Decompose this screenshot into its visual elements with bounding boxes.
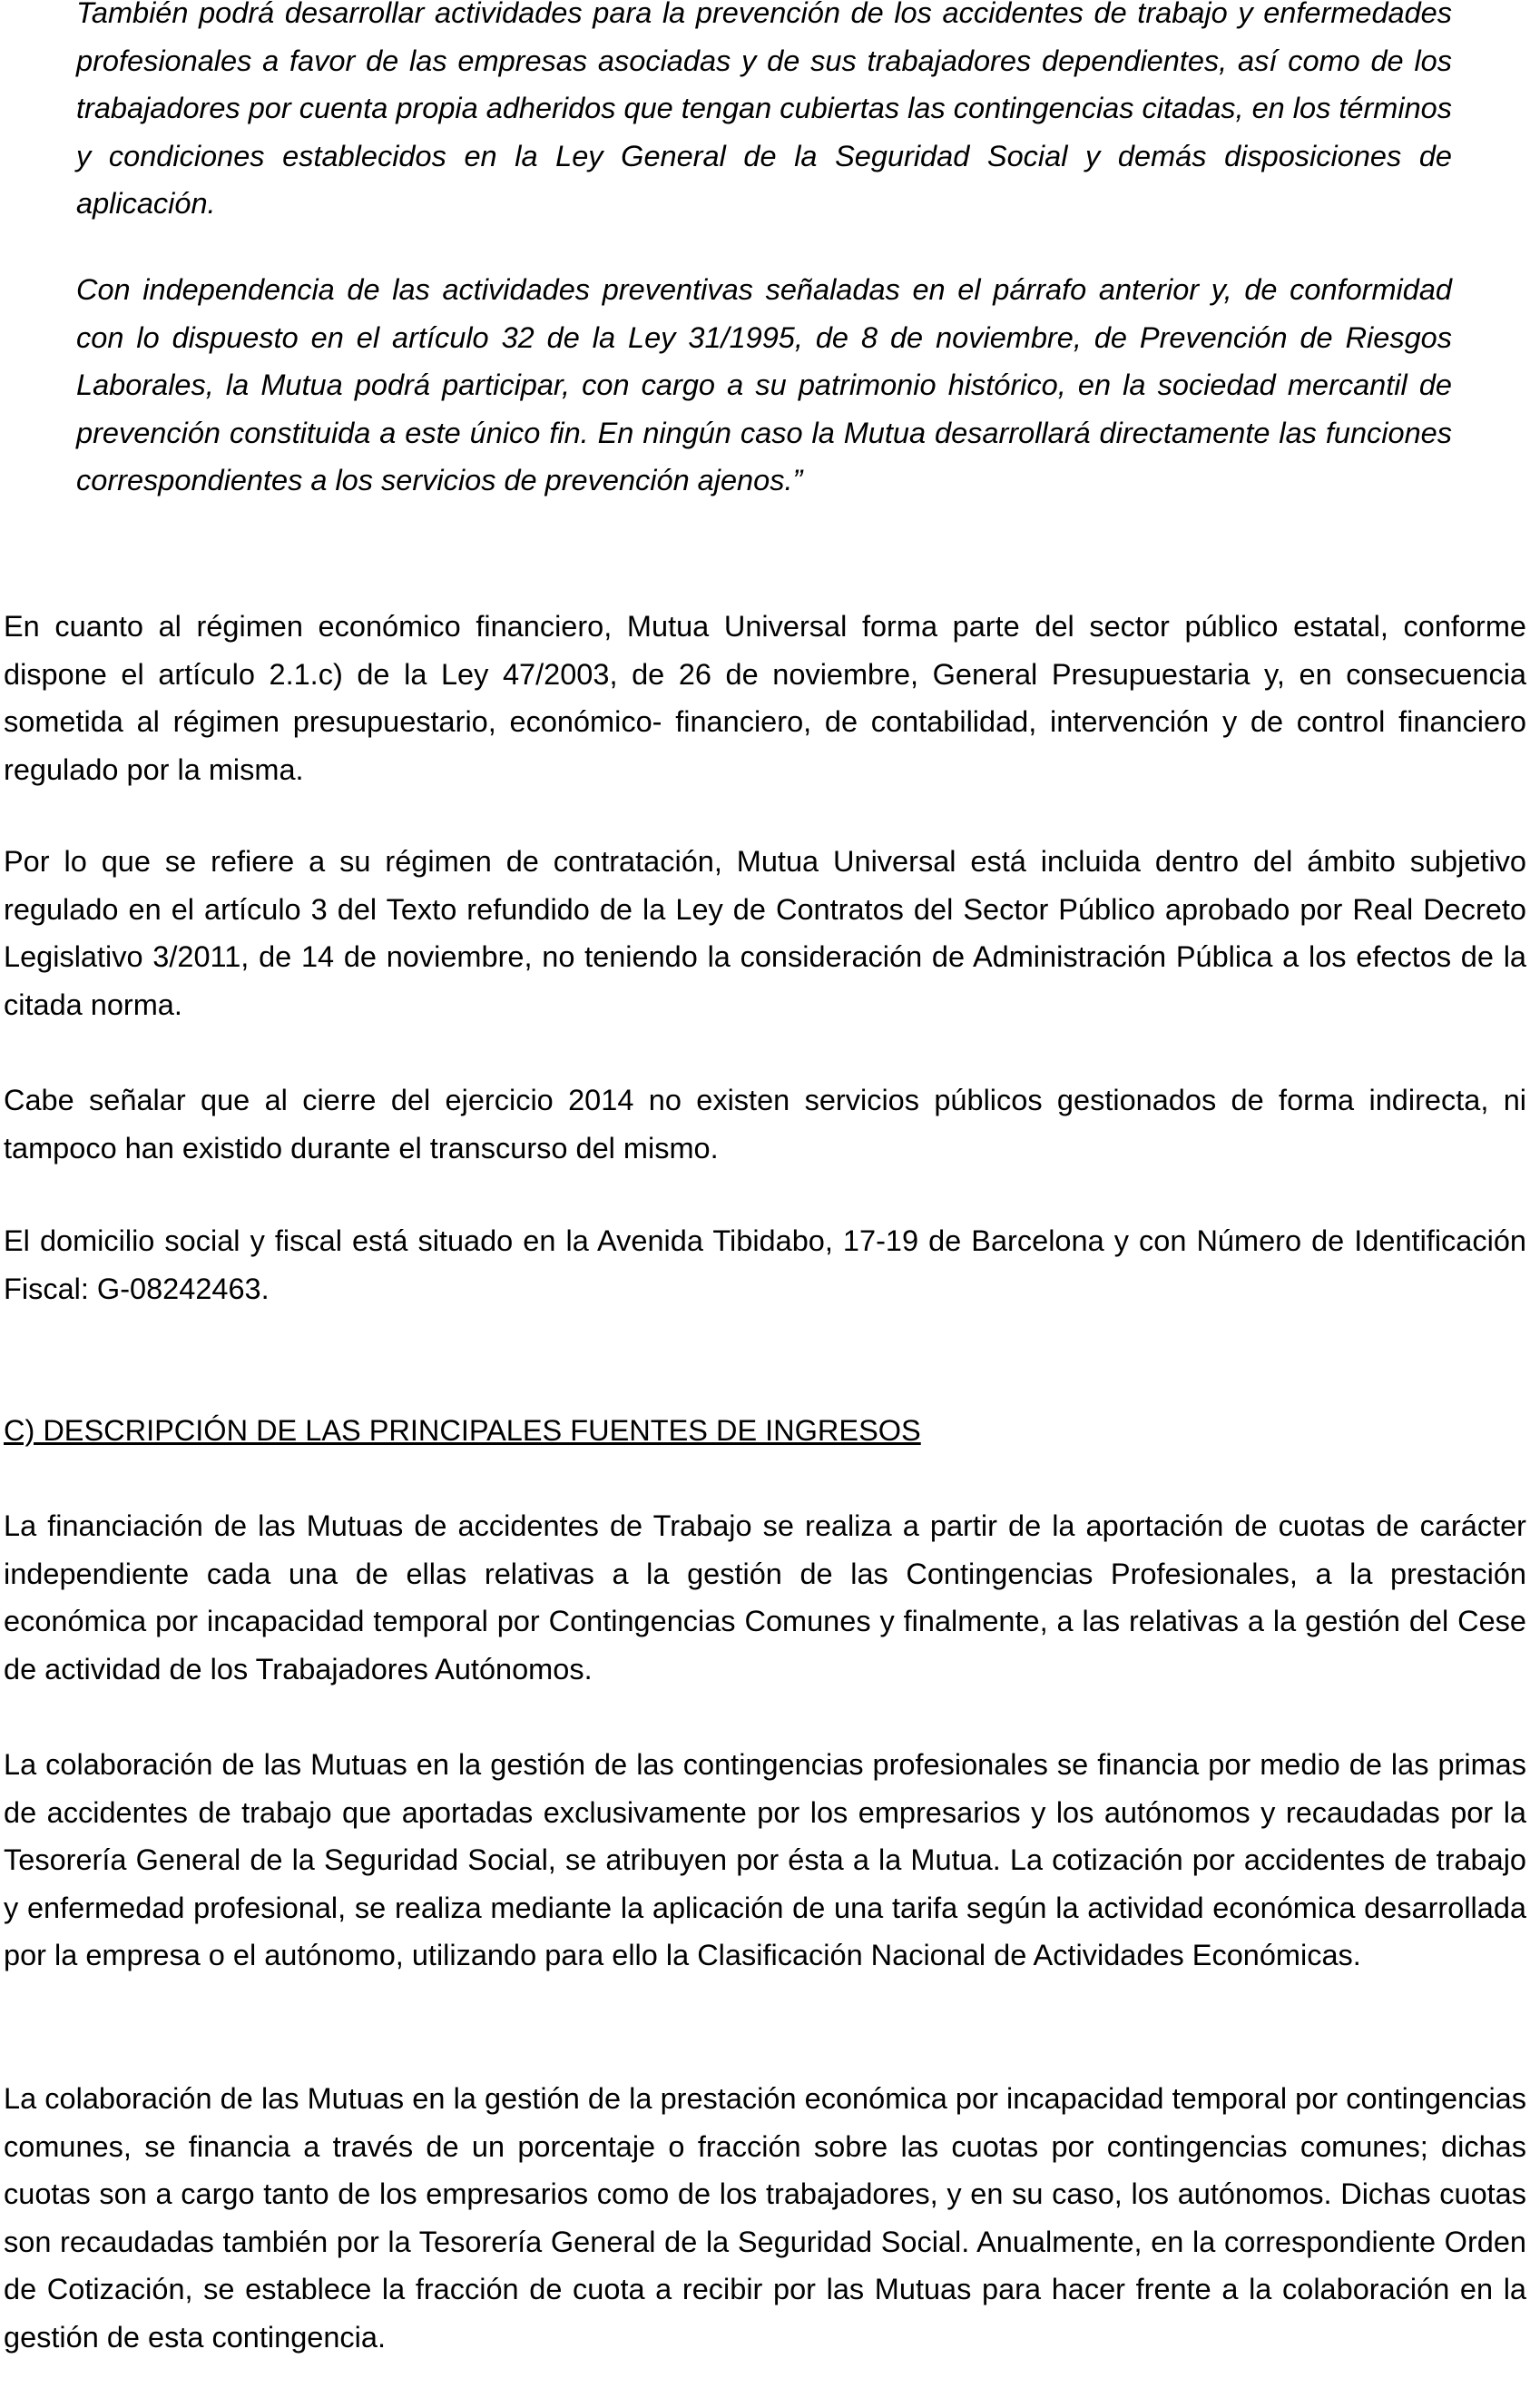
section-paragraph-financiacion: La financiación de las Mutuas de accidentes de Trabajo se realiza a partir de la aportación de cuotas de carácter independiente cada una de ellas relativas a la gestión de las Contingencias Profesionales, a la prestación económica por incapacidad temporal por Contingencias Comunes y finalmente, a las relativas a la gestión del Cese de actividad de los Trabajadores Autónomos. bbox=[4, 1509, 1526, 1686]
body-paragraph-regimen-contratacion: Por lo que se refiere a su régimen de contratación, Mutua Universal está incluida dentro del ámbito subjetivo regulado en el artículo 3 del Texto refundido de la Ley de Contratos del Sector Público aprobado por Real Decreto Legislativo 3/2011, de 14 de noviembre, no teniendo la consideración de Administración Pública a los efectos de la citada norma. bbox=[4, 845, 1526, 1021]
body-paragraph-servicios-publicos: Cabe señalar que al cierre del ejercicio 2014 no existen servicios públicos gestionados de forma indirecta, ni tampoco han existido durante el transcurso del mismo. bbox=[4, 1084, 1526, 1165]
quote-paragraph-2: Con independencia de las actividades preventivas señaladas en el párrafo anterior y, de conformidad con lo dispuesto en el artículo 32 de la Ley 31/1995, de 8 de noviembre, de Prevención de Riesgos Laborales, la Mutua podrá participar, con cargo a su patrimonio histórico, en la sociedad mercantil de prevención constituida a este único fin. En ningún caso la Mutua desarrollará directamente las funciones correspondientes a los servicios de prevención ajenos.” bbox=[76, 273, 1452, 496]
section-heading: C) DESCRIPCIÓN DE LAS PRINCIPALES FUENTES DE INGRESOS bbox=[4, 1414, 921, 1447]
body-paragraph-domicilio: El domicilio social y fiscal está situado en la Avenida Tibidabo, 17-19 de Barcelona y con Número de Identificación Fiscal: G-08242463. bbox=[4, 1224, 1526, 1305]
quote-paragraph-1: También podrá desarrollar actividades para la prevención de los accidentes de trabajo y enfermedades profesionales a favor de las empresas asociadas y de sus trabajadores dependientes, así como de los trabajadores por cuenta propia adheridos que tengan cubiertas las contingencias citadas, en los términos y condiciones establecidos en la Ley General de la Seguridad Social y demás disposiciones de aplicación. bbox=[76, 0, 1452, 220]
body-paragraph-regimen-economico: En cuanto al régimen económico financiero, Mutua Universal forma parte del sector público estatal, conforme dispone el artículo 2.1.c) de la Ley 47/2003, de 26 de noviembre, General Presupuestaria y, en consecuencia sometida al régimen presupuestario, económico- financiero, de contabilidad, intervención y de control financiero regulado por la misma. bbox=[4, 610, 1526, 786]
section-paragraph-contingencias-comunes: La colaboración de las Mutuas en la gestión de la prestación económica por incapacidad temporal por contingencias comunes, se financia a través de un porcentaje o fracción sobre las cuotas por contingencias comunes; dichas cuotas son a cargo tanto de los empresarios como de los trabajadores, y en su caso, los autónomos. Dichas cuotas son recaudadas también por la Tesorería General de la Seguridad Social. Anualmente, en la correspondiente Orden de Cotización, se establece la fracción de cuota a recibir por las Mutuas para hacer frente a la colaboración en la gestión de esta contingencia. bbox=[4, 2082, 1526, 2354]
section-paragraph-contingencias-profesionales: La colaboración de las Mutuas en la gestión de las contingencias profesionales se financia por medio de las primas de accidentes de trabajo que aportadas exclusivamente por los empresarios y los autónomos y recaudadas por la Tesorería General de la Seguridad Social, se atribuyen por ésta a la Mutua. La cotización por accidentes de trabajo y enfermedad profesional, se realiza mediante la aplicación de una tarifa según la actividad económica desarrollada por la empresa o el autónomo, utilizando para ello la Clasificación Nacional de Actividades Económicas. bbox=[4, 1748, 1526, 1971]
